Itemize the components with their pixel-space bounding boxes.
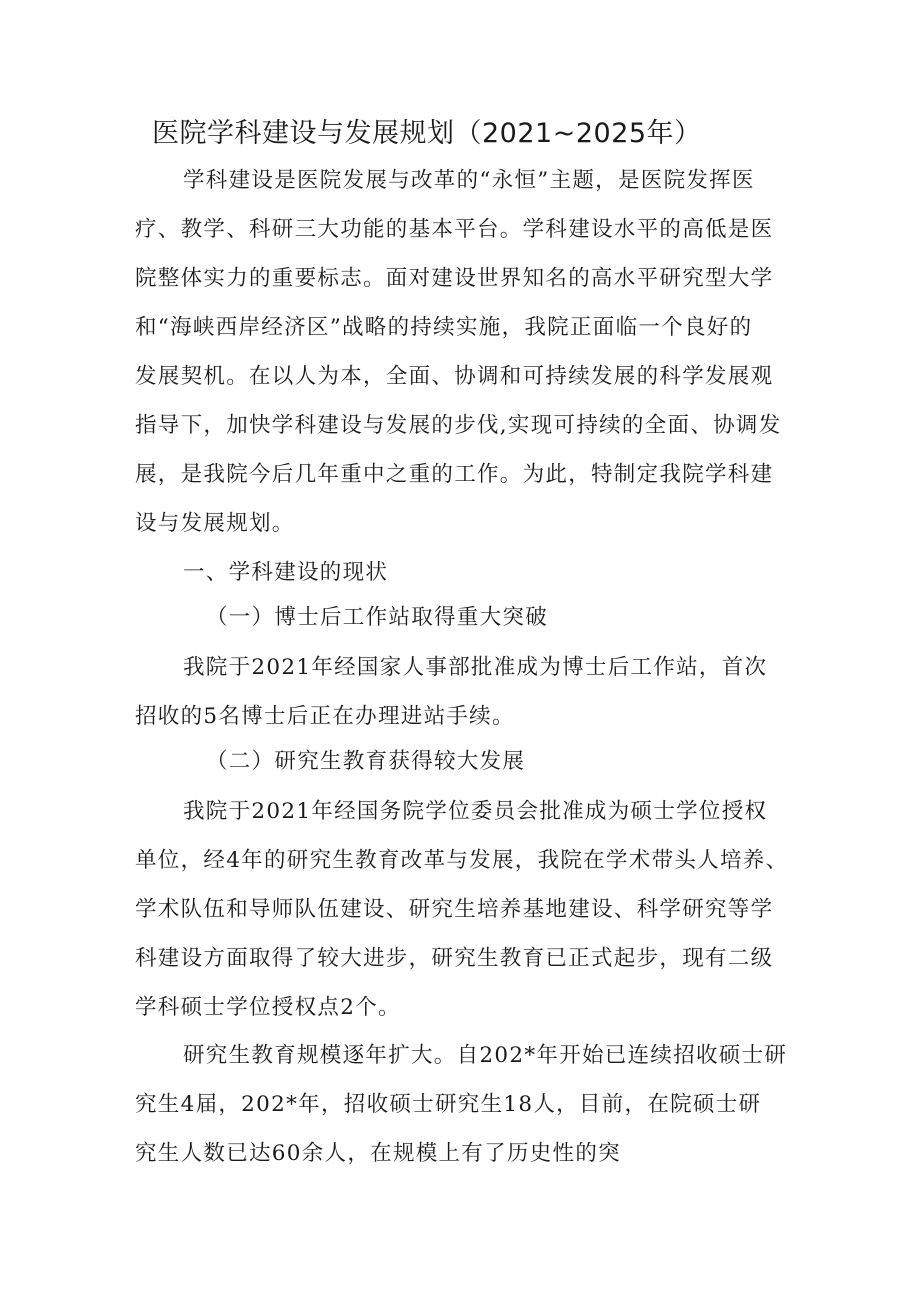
paragraph-line: 学科硕士学位授权点2个。 [135, 995, 401, 1020]
paragraph-line: 我院于2021年经国务院学位委员会批准成为硕士学位授权 [183, 799, 768, 824]
paragraph-line: 设与发展规划。 [135, 511, 295, 536]
paragraph-line: 学科建设是医院发展与改革的“永恒”主题，是医院发挥医 [183, 168, 755, 193]
paragraph-line: 我院于2021年经国家人事部批准成为博士后工作站，首次 [183, 655, 768, 680]
paragraph-line: 指导下，加快学科建设与发展的步伐,实现可持续的全面、协调发 [135, 413, 782, 438]
paragraph-line: 疗、教学、科研三大功能的基本平台。学科建设水平的高低是医 [135, 217, 774, 242]
section-heading: 一、学科建设的现状 [183, 560, 389, 585]
paragraph-line: 招收的5名博士后正在办理进站手续。 [135, 704, 515, 729]
intro-paragraph [135, 156, 815, 548]
paragraph-line: 单位，经4年的研究生教育改革与发展，我院在学术带头人培养、 [135, 848, 789, 873]
paragraph-line: 展，是我院今后几年重中之重的工作。为此，特制定我院学科建 [135, 462, 774, 487]
scale-paragraph [135, 1031, 815, 1178]
paragraph-line: 学术队伍和导师队伍建设、研究生培养基地建设、科学研究等学 [135, 897, 774, 922]
document-title: 医院学科建设与发展规划（2021~2025年） [152, 118, 702, 149]
paragraph-line: 和“海峡西岸经济区”战略的持续实施，我院正面临一个良好的 [135, 315, 753, 340]
paragraph-line: 研究生教育规模逐年扩大。自202*年开始已连续招收硕士研 [183, 1043, 788, 1068]
paragraph-line: 究生人数已达60余人，在规模上有了历史性的突 [135, 1141, 621, 1166]
paragraph-line: 院整体实力的重要标志。面对建设世界知名的高水平研究型大学 [135, 266, 774, 291]
paragraph-line: 科建设方面取得了较大进步，研究生教育已正式起步，现有二级 [135, 946, 774, 971]
paragraph-line: 发展契机。在以人为本，全面、协调和可持续发展的科学发展观 [135, 364, 774, 389]
graduate-paragraph [135, 787, 815, 1032]
paragraph-line: 究生4届，202*年，招收硕士研究生18人，目前，在院硕士研 [135, 1092, 762, 1117]
subsection-heading: （二）研究生教育获得较大发展 [206, 749, 526, 774]
postdoc-paragraph [135, 643, 815, 741]
subsection-heading: （一）博士后工作站取得重大突破 [206, 605, 549, 630]
